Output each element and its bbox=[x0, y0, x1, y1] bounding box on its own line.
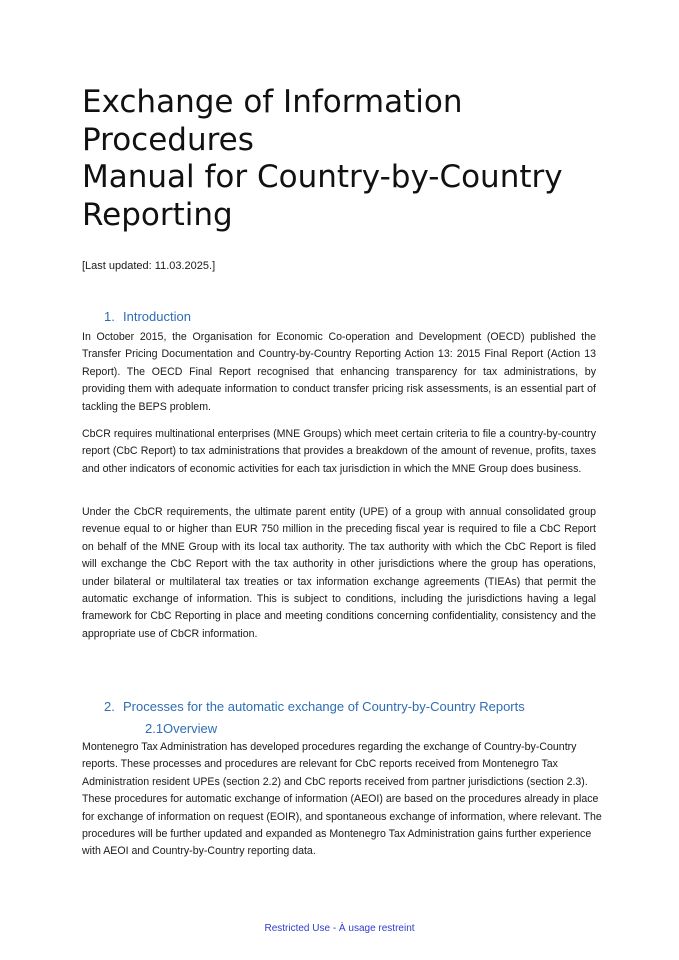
subsection-number: 2.1 bbox=[145, 721, 164, 736]
section-title: Processes for the automatic exchange of Country-by-Country Reports bbox=[123, 699, 525, 714]
intro-paragraph-1: In October 2015, the Organisation for Economic Co-operation and Development (OECD) published the Transfer Pricing Documentation and Country-by-Country Reporting Action 13: 2015 Final Report (Action 13 Report). The OECD Final Report recognised that enhancing transparency for tax administrations, by providing them with adequate information to conduct transfer pricing risk assessments, is an essential part of tackling the BEPS problem. bbox=[82, 331, 596, 413]
title-line-3: Manual for Country-by-Country bbox=[82, 159, 563, 195]
subsection-title: Overview bbox=[163, 721, 218, 736]
section-number: 2. bbox=[104, 699, 115, 714]
title-line-2: Procedures bbox=[82, 121, 254, 158]
intro-paragraph-2: CbCR requires multinational enterprises (MNE Groups) which meet certain criteria to file a country-by-country report (CbC Report) to tax administrations that provides a breakdown of the amount of revenue, profits, taxes and other indicators of economic activities for each tax jurisdiction in which the MNE Group does business. bbox=[82, 428, 596, 475]
section-number: 1. bbox=[104, 309, 115, 324]
title-line-4: Reporting bbox=[82, 196, 233, 233]
classification-footer: Restricted Use - À usage restreint bbox=[264, 923, 415, 934]
subsection-heading-overview bbox=[145, 721, 217, 737]
section-heading-processes bbox=[104, 699, 525, 715]
section-title: Introduction bbox=[123, 309, 191, 324]
last-updated-note: [Last updated: 11.03.2025.] bbox=[82, 260, 216, 272]
overview-paragraph: Montenegro Tax Administration has developed procedures regarding the exchange of Country-by-Country reports. These processes and procedures are relevant for CbC reports received from Montenegro Tax Administration resident UPEs (section 2.2) and CbC reports received from partner jurisdictions (section 2.3). These procedures for automatic exchange of information (AEOI) are based on the procedures already in place for exchange of information on request (EOIR), and spontaneous exchange of information, where relevant. The procedures will be further updated and expanded as Montenegro Tax Administration gains further experience with AEOI and Country-by-Country reporting data. bbox=[82, 741, 602, 858]
document-title bbox=[82, 84, 602, 234]
title-line-1: Exchange of Information bbox=[82, 84, 463, 120]
intro-paragraph-3: Under the CbCR requirements, the ultimate parent entity (UPE) of a group with annual consolidated group revenue equal to or higher than EUR 750 million in the preceding fiscal year is required to file a CbC Report on behalf of the MNE Group with its local tax authority. The tax authority with which the CbC Report is filed will exchange the CbC Report with the tax authority in other jurisdictions where the group has operations, under bilateral or multilateral tax treaties or tax information exchange agreements (TIEAs) that permit the automatic exchange of information. This is subject to conditions, including the jurisdictions having a legal framework for CbC Reporting in place and meeting conditions concerning confidentiality, consistency and the appropriate use of CbCR information. bbox=[82, 506, 596, 640]
section-heading-introduction bbox=[104, 309, 191, 325]
